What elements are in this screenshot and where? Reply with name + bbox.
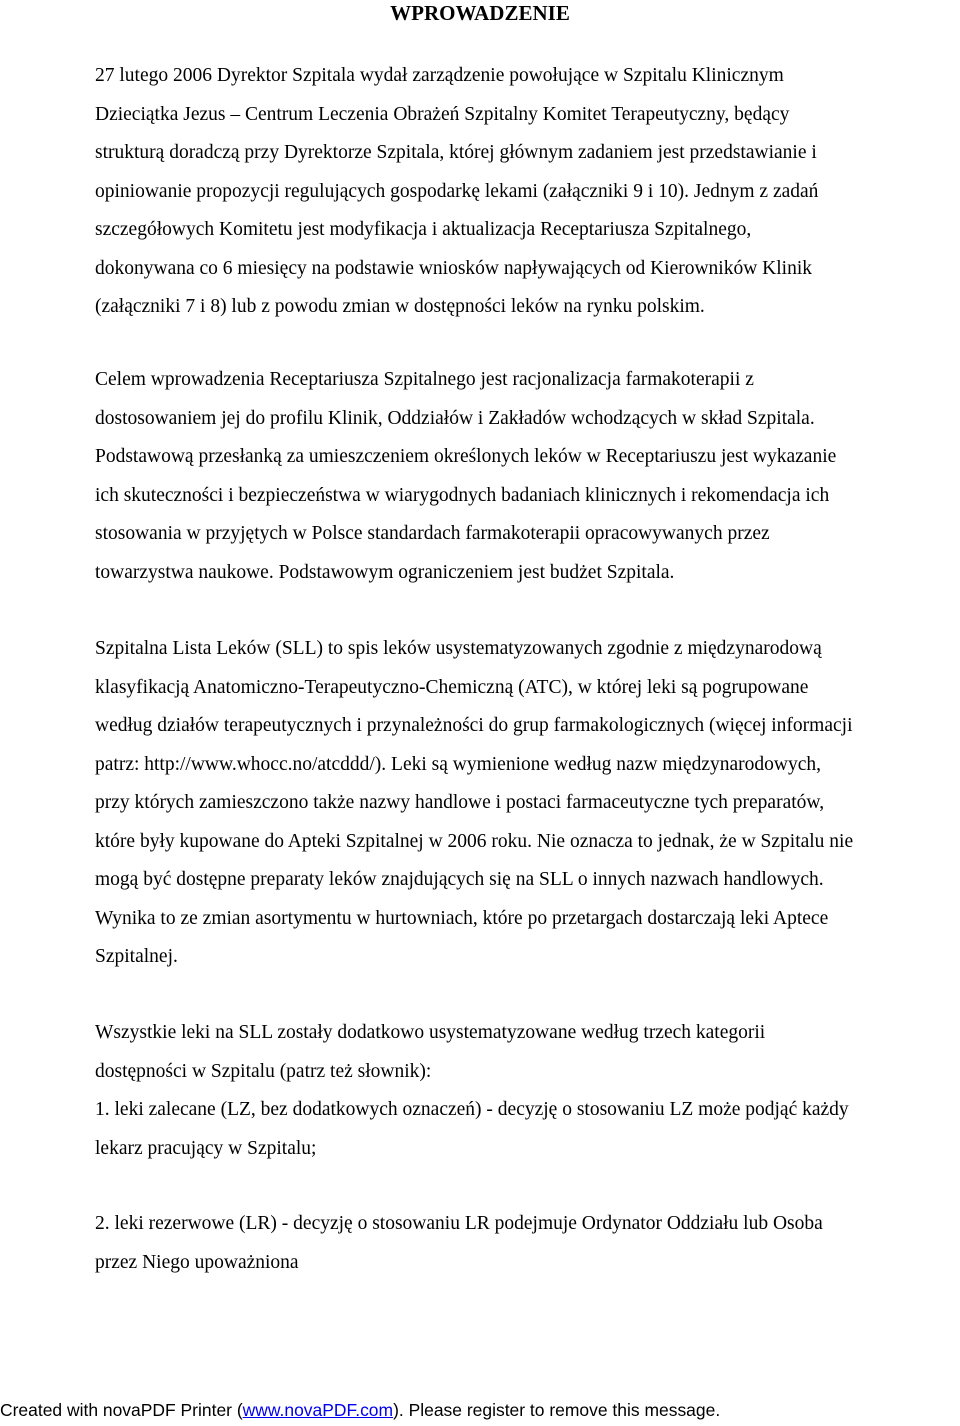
text-line: Szpitalnej. <box>95 946 178 967</box>
footer-suffix: ). Please register to remove this message. <box>393 1400 721 1420</box>
paragraph-sll <box>95 630 853 977</box>
text-line: które były kupowane do Apteki Szpitalnej w 2006 roku. Nie oznacza to jednak, że w Szpitalu nie <box>95 830 854 852</box>
paragraph-purpose <box>95 361 836 592</box>
paragraph-intro <box>95 57 818 327</box>
text-line: dokonywana co 6 miesięcy na podstawie wniosków napływających od Kierowników Klinik <box>95 257 813 279</box>
text-line: Podstawową przesłanką za umieszczeniem określonych leków w Receptariuszu jest wykazanie <box>95 446 837 467</box>
text-line: opiniowanie propozycji regulujących gospodarkę lekami (załączniki 9 i 10). Jednym z zadań <box>95 180 819 202</box>
list-item-recommended: 1. leki zalecane (LZ, bez dodatkowych oznaczeń) - decyzję o stosowaniu LZ może podjąć każdy <box>95 1099 849 1120</box>
text-line: przy których zamieszczono także nazwy handlowe i postaci farmaceutyczne tych preparatów, <box>95 792 825 813</box>
novapdf-link[interactable]: www.novaPDF.com <box>242 1400 394 1420</box>
text-line: Szpitalna Lista Leków (SLL) to spis leków usystematyzowanych zgodnie z międzynarodową <box>95 638 822 659</box>
novapdf-footer-notice <box>0 1398 958 1422</box>
text-line: stosowania w przyjętych w Polsce standardach farmakoterapii opracowywanych przez <box>95 523 770 544</box>
text-line: Dzieciątka Jezus – Centrum Leczenia Obrażeń Szpitalny Komitet Terapeutyczny, będący <box>95 103 790 125</box>
text-line: przez Niego upoważniona <box>95 1251 299 1273</box>
text-line: Wynika to ze zmian asortymentu w hurtowniach, które po przetargach dostarczają leki Aptece <box>95 907 829 929</box>
text-line: mogą być dostępne preparaty leków znajdujących się na SLL o innych nazwach handlowych. <box>95 869 824 890</box>
text-line: patrz: http://www.whocc.no/atcddd/). Leki są wymienione według nazw międzynarodowych, <box>95 753 821 775</box>
text-line: ich skuteczności i bezpieczeństwa w wiarygodnych badaniach klinicznych i rekomendacja ich <box>95 484 830 506</box>
text-line: 27 lutego 2006 Dyrektor Szpitala wydał zarządzenie powołujące w Szpitalu Klinicznym <box>95 65 784 86</box>
list-item-reserve: 2. leki rezerwowe (LR) - decyzję o stosowaniu LR podejmuje Ordynator Oddziału lub Osoba <box>95 1213 823 1234</box>
text-line: towarzystwa naukowe. Podstawowym ograniczeniem jest budżet Szpitala. <box>95 561 675 583</box>
text-line: strukturą doradczą przy Dyrektorze Szpitala, której głównym zadaniem jest przedstawianie i <box>95 142 817 163</box>
text-line: według działów terapeutycznych i przynależności do grup farmakologicznych (więcej informacji <box>95 715 853 736</box>
text-line: dostępności w Szpitalu (patrz też słownik): <box>95 1060 432 1082</box>
text-line: lekarz pracujący w Szpitalu; <box>95 1137 317 1159</box>
text-line: klasyfikacją Anatomiczno-Terapeutyczno-Chemiczną (ATC), w której leki są pogrupowane <box>95 676 809 698</box>
text-line: dostosowaniem jej do profilu Klinik, Oddziałów i Zakładów wchodzących w skład Szpitala. <box>95 407 815 429</box>
text-line: Wszystkie leki na SLL zostały dodatkowo usystematyzowane według trzech kategorii <box>95 1022 766 1043</box>
text-line: (załączniki 7 i 8) lub z powodu zmian w dostępności leków na rynku polskim. <box>95 296 705 317</box>
footer-prefix: Created with novaPDF Printer ( <box>0 1400 243 1420</box>
text-line: szczegółowych Komitetu jest modyfikacja i aktualizacja Receptariusza Szpitalnego, <box>95 219 752 240</box>
paragraph-categories <box>95 1014 849 1168</box>
text-line: Celem wprowadzenia Receptariusza Szpitalnego jest racjonalizacja farmakoterapii z <box>95 369 754 390</box>
paragraph-reserve <box>95 1205 823 1282</box>
page-title: WPROWADZENIE <box>390 1 570 25</box>
